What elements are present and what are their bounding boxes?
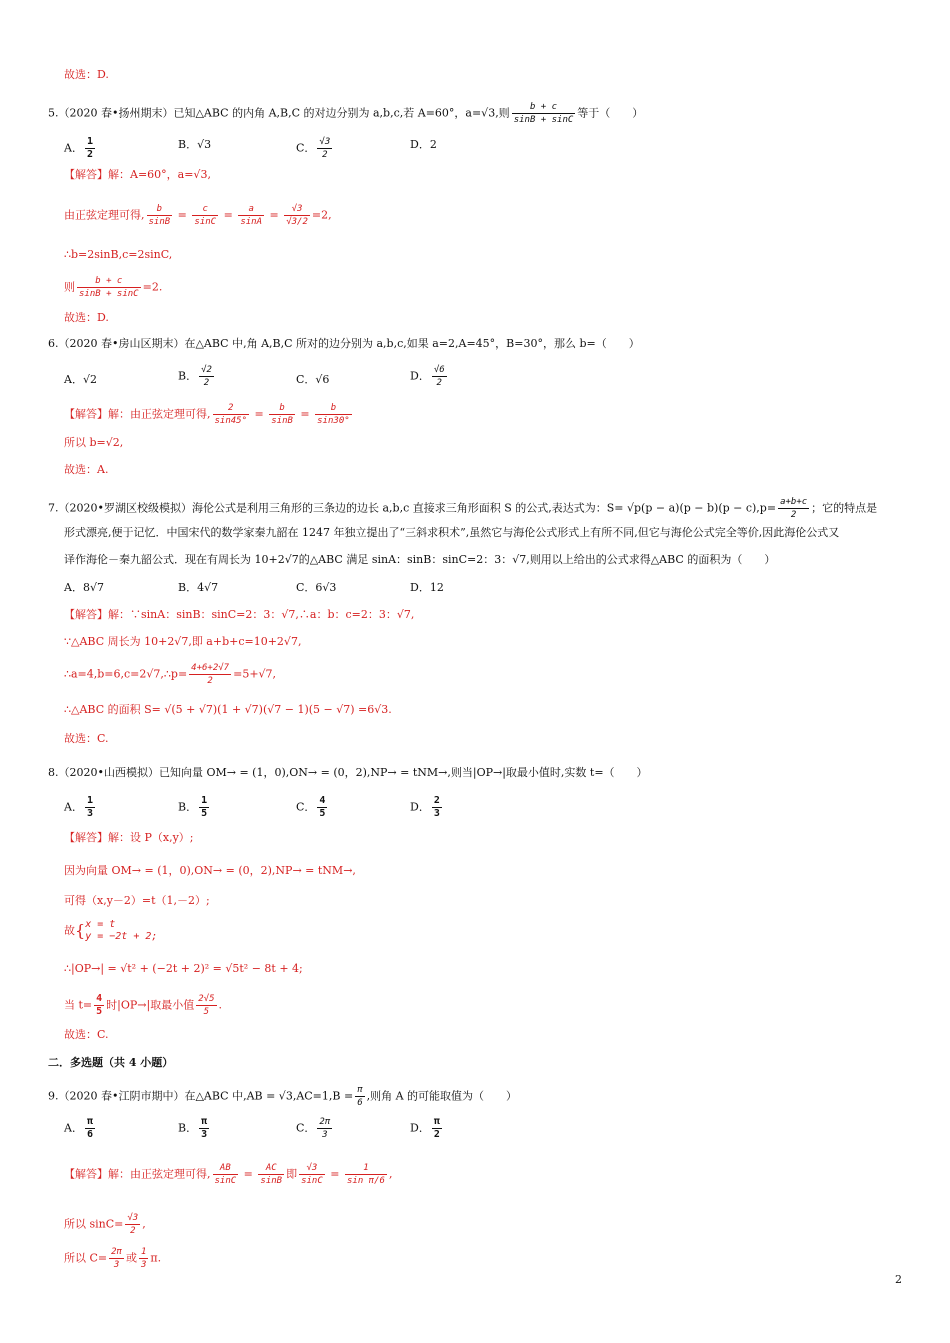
q6-option-b (178, 364, 216, 389)
frac-den: 3 (201, 1129, 208, 1140)
q5-option-c (296, 136, 334, 161)
frac-den: 2 (433, 1129, 440, 1140)
q8-answer-line-3: 可得（x,y－2）=t（1,－2）; (64, 894, 210, 907)
q7-option-a: A．8√7 (64, 581, 104, 594)
frac (317, 795, 327, 820)
frac-num: π (433, 1116, 440, 1127)
frac (778, 496, 809, 521)
q7-option-d: D．12 (410, 581, 444, 594)
q8-answer-line-2: 因为向量 OM→ = (1，0),ON→ = (0，2),NP→ = tNM→, (64, 864, 356, 877)
frac (317, 1116, 332, 1141)
frac-den: 5 (203, 1007, 210, 1017)
q6-answer-choice: 故选：A. (64, 463, 109, 476)
question-9-stem (48, 1084, 517, 1109)
frac-num: 2π (111, 1247, 122, 1257)
question-7-line-1 (48, 496, 877, 521)
frac-den: 5 (96, 1006, 103, 1017)
q7-answer-choice: 故选：C. (64, 732, 109, 745)
opt-label: A． (64, 800, 83, 814)
question-7-line-3: 译作海伦－秦九韶公式．现在有周长为 10+2√7的△ABC 满足 sinA：sinB：sinC=2：3：√7,则用以上给出的公式求得△ABC 的面积为（ ） (64, 553, 776, 566)
brace-glyph: { (75, 921, 86, 940)
frac (85, 795, 95, 820)
q5-answer-line-4 (64, 275, 162, 300)
frac-num: √3 (284, 203, 310, 216)
text: 即 (286, 1167, 298, 1181)
opt-label: C． (296, 141, 316, 155)
opt-label: D． (410, 369, 430, 383)
frac-den: sinC (301, 1176, 323, 1186)
frac-den: sinA (240, 217, 262, 227)
frac-num: 2 (433, 795, 440, 806)
frac-den: sinB (260, 1176, 283, 1186)
question-6-stem: 6.（2020 春•房山区期末）在△ABC 中,角 A,B,C 所对的边分别为 a,b,c,如果 a=2,A=45°，B=30°，那么 b=（ ） (48, 337, 640, 350)
opt-label: D． (410, 800, 430, 814)
text: ；它的特点是 (811, 501, 878, 515)
frac-den: 5 (319, 808, 326, 819)
frac-den: 3 (140, 1260, 147, 1270)
frac-den: sinB + sinC (79, 289, 139, 299)
frac (432, 364, 447, 389)
q5-option-d: D．2 (410, 138, 437, 151)
text: 【解答】解：由正弦定理可得, (64, 1167, 211, 1181)
q5-stem-tail: 等于（ ） (577, 106, 644, 120)
q5-stem-fraction (512, 101, 576, 126)
frac-num: AB (213, 1162, 239, 1175)
q9-option-d (410, 1116, 444, 1141)
frac-num: 2 (213, 402, 250, 415)
frac-num: 4+6+2√7 (191, 663, 230, 673)
frac-den: sinC (194, 217, 217, 227)
q7-answer-line-4: ∴△ABC 的面积 S= √(5 + √7)(1 + √7)(√7 − 1)(5 − √7) =6√3. (64, 703, 392, 716)
section-heading-multiple-choice: 二．多选题（共 4 小题） (48, 1056, 174, 1069)
q8-answer-line-6 (64, 993, 222, 1018)
text: 所以 sinC= (64, 1217, 124, 1231)
frac-num: c (192, 203, 218, 216)
q7-answer-line-3 (64, 662, 276, 687)
frac-num: 1 (86, 795, 93, 806)
q6-answer-line-1: 【解答】解：由正弦定理可得, $\frac{2}{\sin 45^\circ}$ = $\frac{b}{\sin B}$ = $\frac{b}{\sin 30^\circ}$ (64, 403, 350, 426)
text: 所以 C= (64, 1251, 108, 1265)
q9-option-c (296, 1116, 334, 1141)
frac-num: √3 (319, 137, 331, 147)
eq-bottom: y = −2t + 2; (85, 931, 158, 942)
frac-num: 1 (86, 136, 93, 147)
frac-num: √2 (201, 365, 212, 375)
answer-choice-prev: 故选：D. (64, 68, 109, 81)
frac (94, 993, 104, 1018)
text: 7.（2020•罗湖区校级模拟）海伦公式是利用三角形的三条边的边长 a,b,c 直接求三角形面积 S 的公式,表达式为：S= √p(p − a)(p − b)(p − c),p= (48, 501, 777, 515)
frac-den: 3 (113, 1260, 120, 1270)
text: 则 (64, 280, 75, 294)
q5-option-b: B．√3 (178, 138, 212, 151)
q7-answer-line-2: ∵△ABC 周长为 10+2√7,即 a+b+c=10+2√7, (64, 635, 302, 648)
frac-den: 6 (357, 1098, 363, 1108)
frac (345, 1162, 387, 1187)
text: 故 (64, 924, 75, 937)
text: ∴a=4,b=6,c=2√7,∴p= (64, 667, 188, 681)
frac-den: 2 (790, 510, 797, 520)
q7-option-b: B．4√7 (178, 581, 219, 594)
frac-num: 1 (345, 1162, 387, 1175)
text: π. (150, 1251, 162, 1265)
q5-answer-line-3: ∴b=2sinB,c=2sinC, (64, 248, 173, 261)
frac-num: 4 (96, 993, 103, 1004)
text: . (218, 998, 222, 1012)
q8-answer-line-4 (64, 919, 157, 943)
eq-top: x = t (85, 919, 116, 930)
q8-option-b (178, 795, 211, 820)
frac (199, 364, 214, 389)
frac-den: sinB (148, 217, 171, 227)
text: 时|OP→|取最小值 (106, 998, 195, 1012)
frac-num: 2√5 (198, 994, 215, 1004)
q8-answer-line-1: 【解答】解：设 P（x,y）; (64, 831, 194, 844)
q6-option-d (410, 364, 449, 389)
q5-opt-a-frac (85, 136, 95, 161)
q5-answer-line-1: 【解答】解：A=60°，a=√3, (64, 168, 211, 181)
frac-den: 3 (433, 808, 440, 819)
frac-num: 1 (201, 795, 208, 806)
text: ,则角 A 的可能取值为（ ） (366, 1089, 518, 1103)
text: =2. (142, 280, 163, 294)
frac-num: π (201, 1116, 208, 1127)
q9-answer-line-3 (64, 1246, 161, 1271)
frac-num: π (86, 1116, 93, 1127)
q5-opt-c-frac (317, 136, 332, 161)
q9-option-a (64, 1116, 97, 1141)
frac-num: AC (258, 1162, 284, 1175)
q8-answer-line-5: ∴|OP→| = √t² + (−2t + 2)² = √5t² − 8t + 4; (64, 962, 303, 975)
text: 由正弦定理可得, (64, 208, 145, 222)
frac (192, 203, 218, 228)
frac-den: 2 (86, 149, 93, 160)
frac-den: sinC (214, 1176, 237, 1186)
frac (85, 1116, 95, 1141)
question-7-line-2: 形式漂亮,便于记忆．中国宋代的数学家秦九韶在 1247 年独立提出了“三斜求积术”,虽然它与海伦公式形式上有所不同,但它与海伦公式完全等价,因此海伦公式又 (64, 526, 840, 539)
frac (355, 1084, 364, 1109)
frac-den: sinB (271, 416, 293, 426)
frac-num: b + c (77, 275, 141, 288)
frac-num: √3 (127, 1213, 139, 1223)
frac (189, 662, 231, 687)
q5-option-a (64, 136, 97, 161)
question-8-stem: 8.（2020•山西模拟）已知向量 OM→ = (1，0),ON→ = (0，2),NP→ = tNM→,则当|OP→|取最小值时,实数 t=（ ） (48, 766, 648, 779)
opt-label: C． (296, 800, 316, 814)
opt-label: A． (64, 141, 83, 155)
opt-label: D． (410, 1121, 430, 1135)
q9-answer-line-2 (64, 1212, 146, 1237)
frac (147, 203, 173, 228)
frac (432, 795, 442, 820)
text: =5+√7, (233, 667, 277, 681)
q6-option-c: C．√6 (296, 373, 330, 386)
frac-num: 2π (319, 1117, 331, 1127)
frac-den: sin30° (317, 416, 350, 426)
q6-answer-line-2: 所以 b=√2, (64, 436, 124, 449)
frac-den: sin π/6 (347, 1176, 385, 1186)
frac-den: 2 (130, 1226, 136, 1236)
frac-num: √6 (433, 365, 445, 375)
opt-label: B． (178, 369, 198, 383)
opt-label: B． (178, 1121, 198, 1135)
frac-den: 2 (436, 378, 442, 388)
text: 当 t= (64, 998, 93, 1012)
frac-den: √3/2 (286, 217, 308, 227)
frac (258, 1162, 284, 1187)
frac-den: 3 (86, 808, 93, 819)
q5-answer-line-2: 由正弦定理可得, $\frac{b}{\sin B}$ = $\frac{c}{\sin C}$ = $\frac{a}{\sin A}$ = $\frac{√3}{√3/2}$ =2, (64, 204, 332, 227)
frac (109, 1246, 124, 1271)
frac (284, 203, 310, 228)
frac-num: b (147, 203, 173, 216)
q8-answer-choice: 故选：C. (64, 1028, 109, 1041)
text: 【解答】解：由正弦定理可得, (64, 407, 211, 421)
q8-option-d (410, 795, 444, 820)
frac-num: 1 (140, 1247, 147, 1257)
q7-answer-line-1: 【解答】解：∵sinA：sinB：sinC=2：3：√7,∴a：b：c=2：3：√7, (64, 608, 415, 621)
text: , (388, 1167, 393, 1181)
frac (77, 275, 141, 300)
frac-num: 4 (319, 795, 326, 806)
frac (269, 402, 295, 427)
frac-den: sin45° (214, 416, 248, 426)
frac (432, 1116, 442, 1141)
frac-den: sinB + sinC (513, 115, 574, 125)
frac (315, 402, 352, 427)
text: 9.（2020 春•江阴市期中）在△ABC 中,AB = √3,AC=1,B = (48, 1089, 354, 1103)
system-of-equations (85, 919, 157, 943)
frac-num: b (269, 402, 295, 415)
frac (125, 1212, 140, 1237)
frac (139, 1246, 148, 1271)
q6-option-a: A．√2 (64, 373, 97, 386)
opt-label: C． (296, 1121, 316, 1135)
frac (213, 402, 250, 427)
q8-option-a (64, 795, 97, 820)
question-5-stem (48, 101, 643, 126)
frac (213, 1162, 239, 1187)
frac-num: a (238, 203, 264, 216)
frac (299, 1162, 325, 1187)
frac-den: 5 (201, 808, 208, 819)
frac (199, 795, 209, 820)
frac-num: b (315, 402, 352, 415)
frac-num: π (357, 1085, 363, 1095)
page-number: 2 (895, 1273, 902, 1286)
frac (199, 1116, 209, 1141)
text: =2, (311, 208, 332, 222)
text: 或 (125, 1251, 137, 1265)
opt-label: A． (64, 1121, 83, 1135)
frac-den: 3 (322, 1130, 328, 1140)
frac (238, 203, 264, 228)
frac-num: b + c (512, 101, 576, 114)
q5-stem-text: 5.（2020 春•扬州期末）已知△ABC 的内角 A,B,C 的对边分别为 a,b,c,若 A=60°，a=√3,则 (48, 106, 510, 120)
frac-num: √3 (299, 1162, 325, 1175)
q7-option-c: C．6√3 (296, 581, 337, 594)
q9-answer-line-1: 【解答】解：由正弦定理可得, $\frac{AB}{\sin C}$ = $\frac{AC}{\sin B}$ 即 $\frac{√3}{\sin C}$ = $\frac{1}{\text{sin π/6}}$ , (64, 1163, 393, 1186)
frac-num: a+b+c (780, 497, 808, 507)
opt-label: B． (178, 800, 198, 814)
q8-option-c (296, 795, 329, 820)
frac-den: 2 (207, 676, 213, 686)
q5-answer-choice: 故选：D. (64, 311, 109, 324)
text: , (142, 1217, 146, 1231)
frac-den: 2 (322, 150, 328, 160)
frac (196, 993, 216, 1018)
q9-option-b (178, 1116, 211, 1141)
frac-den: 2 (203, 378, 210, 388)
frac-den: 6 (86, 1129, 93, 1140)
